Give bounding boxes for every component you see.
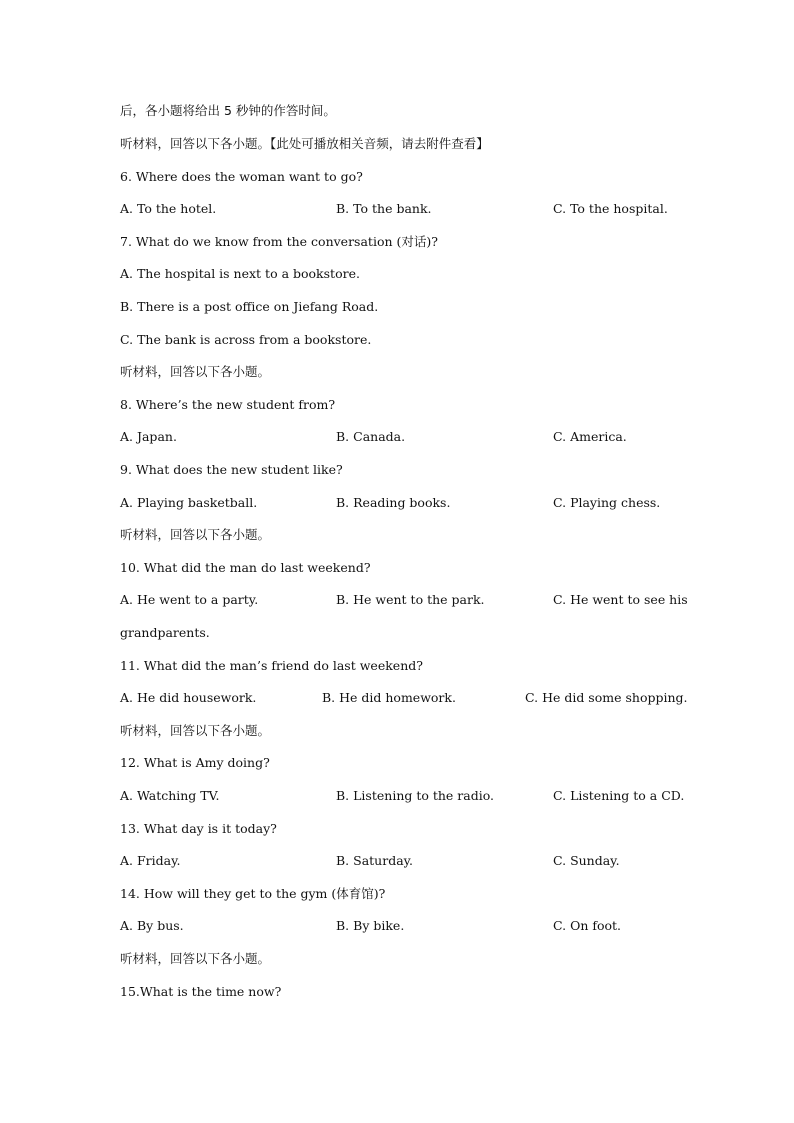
q8-option-c: C. America. <box>553 429 627 444</box>
q10-option-c: C. He went to see his <box>553 592 688 607</box>
question-8: 8. Where’s the new student from? <box>120 397 336 412</box>
question-12: 12. What is Amy doing? <box>120 755 270 770</box>
q10-option-c-continued: grandparents. <box>120 625 210 640</box>
question-15: 15.What is the time now? <box>120 984 282 999</box>
q9-option-a: A. Playing basketball. <box>120 495 258 510</box>
instruction-text: 后，各小题将给出 5 秒钟的作答时间。 <box>120 103 336 118</box>
q10-option-b: B. He went to the park. <box>336 592 485 607</box>
question-13: 13. What day is it today? <box>120 821 277 836</box>
q12-option-a: A. Watching TV. <box>120 788 220 803</box>
q13-option-c: C. Sunday. <box>553 853 620 868</box>
section-heading: 听材料，回答以下各小题。 <box>120 364 271 379</box>
q10-option-a: A. He went to a party. <box>120 592 259 607</box>
section-heading: 听材料，回答以下各小题。 <box>120 951 271 966</box>
q12-option-b: B. Listening to the radio. <box>336 788 495 803</box>
q8-option-a: A. Japan. <box>120 429 177 444</box>
q14-option-b: B. By bike. <box>336 918 405 933</box>
question-9: 9. What does the new student like? <box>120 462 343 477</box>
q14-option-a: A. By bus. <box>120 918 184 933</box>
question-11: 11. What did the man’s friend do last weekend? <box>120 658 423 673</box>
q13-option-a: A. Friday. <box>120 853 181 868</box>
section-heading: 听材料，回答以下各小题。 <box>120 527 271 542</box>
q9-option-c: C. Playing chess. <box>553 495 661 510</box>
q12-option-c: C. Listening to a CD. <box>553 788 685 803</box>
q9-option-b: B. Reading books. <box>336 495 451 510</box>
q13-option-b: B. Saturday. <box>336 853 414 868</box>
question-6: 6. Where does the woman want to go? <box>120 169 363 184</box>
q11-option-b: B. He did homework. <box>322 690 456 705</box>
question-14: 14. How will they get to the gym (体育馆)? <box>120 886 386 901</box>
q7-option-b: B. There is a post office on Jiefang Road. <box>120 299 379 314</box>
q8-option-b: B. Canada. <box>336 429 406 444</box>
question-7: 7. What do we know from the conversation (对话)? <box>120 234 438 249</box>
q11-option-c: C. He did some shopping. <box>525 690 688 705</box>
section-heading: 听材料，回答以下各小题。 <box>120 723 271 738</box>
q11-option-a: A. He did housework. <box>120 690 257 705</box>
q6-option-b: B. To the bank. <box>336 201 432 216</box>
q14-option-c: C. On foot. <box>553 918 622 933</box>
section-heading: 听材料，回答以下各小题。【此处可播放相关音频，请去附件查看】 <box>120 136 489 151</box>
question-10: 10. What did the man do last weekend? <box>120 560 371 575</box>
q7-option-c: C. The bank is across from a bookstore. <box>120 332 372 347</box>
q7-option-a: A. The hospital is next to a bookstore. <box>120 266 360 281</box>
q6-option-c: C. To the hospital. <box>553 201 668 216</box>
q6-option-a: A. To the hotel. <box>120 201 217 216</box>
